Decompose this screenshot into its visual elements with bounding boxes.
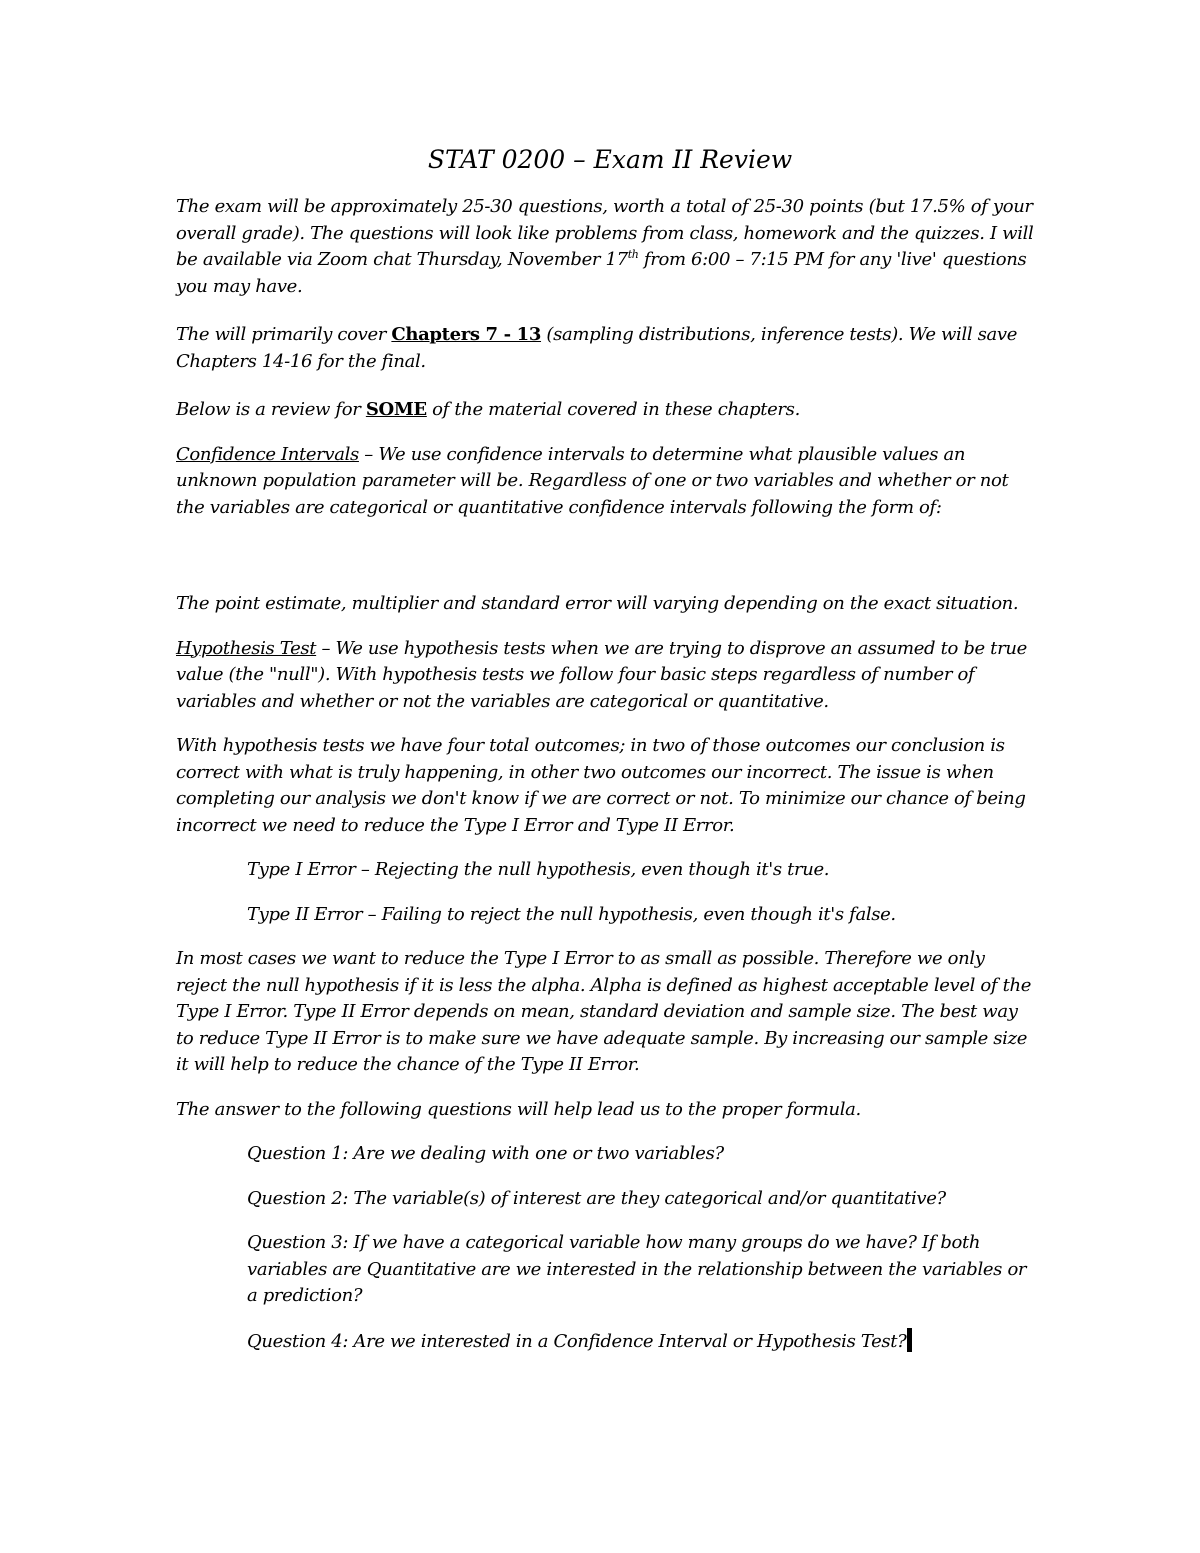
review-text-end: of the material covered in these chapters. <box>426 399 800 420</box>
hypothesis-test-text: – We use hypothesis tests when we are trying to disprove an assumed to be true value (the "null"). With hypothesis tests we follow four basic steps regardless of number of variables and whether or not the variables are categorical or quantitative. <box>176 637 1027 712</box>
text-cursor <box>907 1328 912 1352</box>
question-4-line <box>176 1328 1036 1356</box>
hypothesis-test-heading: Hypothesis Test <box>176 637 317 659</box>
question-2: Question 2: The variable(s) of interest are they categorical and/or quantitative? <box>247 1187 946 1209</box>
type-2-error-line: Type II Error – Failing to reject the null hypothesis, even though it's false. <box>247 903 896 925</box>
coverage-text-start: The will primarily cover <box>176 324 392 345</box>
answer-intro-paragraph: The answer to the following questions will help lead us to the proper formula. <box>176 1098 861 1120</box>
review-paragraph <box>176 397 1036 424</box>
document-page <box>176 142 1036 1355</box>
page-title: STAT 0200 – Exam II Review <box>427 145 793 174</box>
confidence-interval-text: – We use confidence intervals to determine what plausible values an unknown population parameter will be. Regardless of one or two variables and whether or not the variables are categorical or quantitative confidence intervals following the form of: <box>176 443 1009 518</box>
question-3: Question 3: If we have a categorical variable how many groups do we have? If both variables are Quantitative are we interested in the relationship between the variables or a prediction? <box>247 1232 1027 1306</box>
chapters-highlight: Chapters 7 - 13 <box>391 324 542 345</box>
intro-text: The exam will be approximately 25-30 questions, worth a total of 25-30 points (but 17.5% of your overall grade). The questions will look like problems from class, homework and the quizzes. I will be available via Zoom chat Thursday, November 17 <box>176 196 1034 270</box>
coverage-text-end: (sampling distributions, inference tests). We will save Chapters 14-16 for the final. <box>176 324 1018 372</box>
some-highlight: SOME <box>365 399 427 420</box>
most-cases-paragraph: In most cases we want to reduce the Type I Error to as small as possible. Therefore we only reject the null hypothesis if it is less the alpha. Alpha is defined as highest acceptable level of the Type I Error. Type II Error depends on mean, standard deviation and sample size. The best way to reduce Type II Error is to make sure we have adequate sample. By increasing our sample size it will help to reduce the chance of the Type II Error. <box>176 948 1032 1075</box>
point-estimate-paragraph: The point estimate, multiplier and standard error will varying depending on the exact situation. <box>176 593 1019 614</box>
date-superscript: th <box>627 248 639 261</box>
review-text-start: Below is a review for <box>176 399 366 420</box>
confidence-interval-paragraph <box>176 442 1036 522</box>
intro-text-end: from 6:00 – 7:15 PM for any 'live' questions you may have. <box>176 249 1027 297</box>
confidence-interval-heading: Confidence Intervals <box>176 443 359 465</box>
question-1: Question 1: Are we dealing with one or two variables? <box>247 1143 724 1164</box>
hypothesis-test-paragraph <box>176 636 1036 716</box>
coverage-paragraph <box>176 322 1036 375</box>
intro-paragraph <box>176 194 1036 300</box>
question-4: Question 4: Are we interested in a Confidence Interval or Hypothesis Test? <box>247 1330 907 1352</box>
type-1-error-line: Type I Error – Rejecting the null hypothesis, even though it's true. <box>247 859 830 880</box>
outcomes-paragraph: With hypothesis tests we have four total outcomes; in two of those outcomes our conclusion is correct with what is truly happening, in other two outcomes our incorrect. The issue is when completing our analysis we don't know if we are correct or not. To minimize our chance of being incorrect we need to reduce the Type I Error and Type II Error. <box>176 735 1026 836</box>
